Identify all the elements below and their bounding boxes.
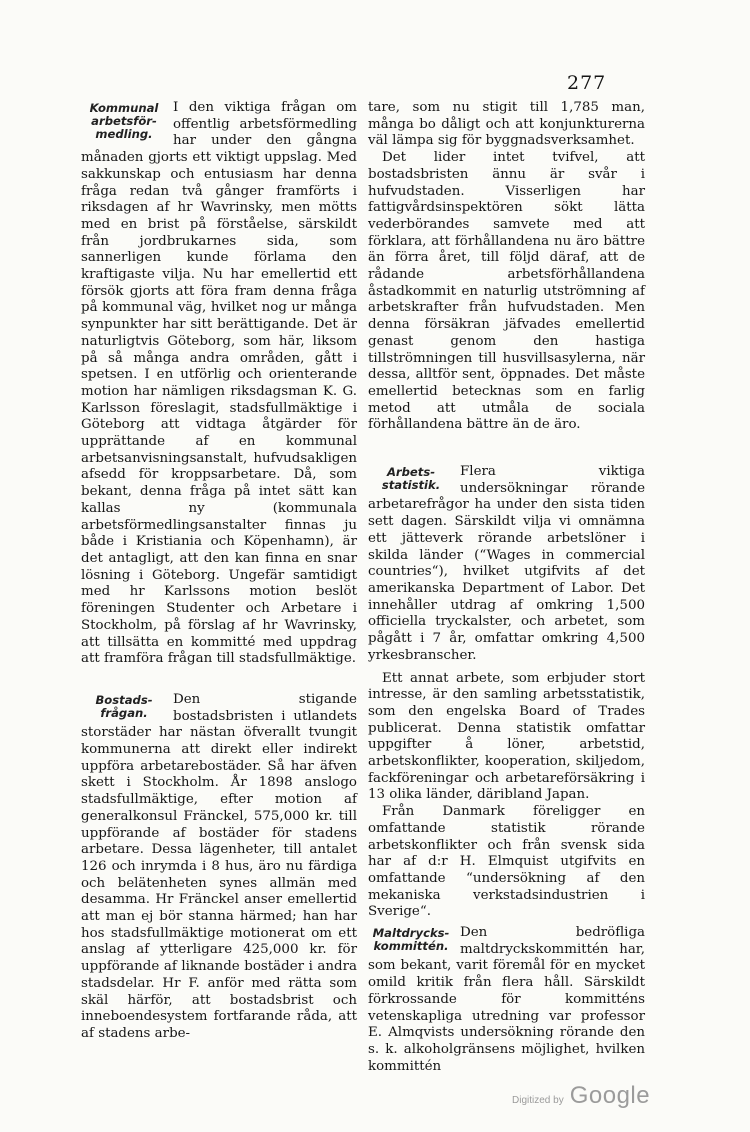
margin-note-arbets: Arbets-statistik. xyxy=(381,465,441,493)
paragraph-danmark: Från Danmark föreligger en omfattande statistik rörande arbetskonflikter och från svensk sida har af d:r H. Elmquist utgifvits en omfattande “undersökning af den mekaniska verkstadsindustrien i Sverige“. xyxy=(368,804,645,920)
paragraph-arbets: Flera viktiga undersökningar rörande arbetarefrågor ha under den sista tiden sett dagen. Särskildt vilja vi omnämna ett jätteverk rörande arbetslöner i skilda länder (“Wages in commercial countries“), hvilket utgifvits af det amerikanska Department of Labor. Det innehåller utdrag af omkring 1,500 officiella tryckalster, och arbetet, som pågått i 7 år, omfattar omkring 4,500 yrkesbranscher. xyxy=(368,464,645,663)
paragraph-continuation: tare, som nu stigit till 1,785 man, många bo dåligt och att konjunkturerna väl lämpa sig för byggnadsverksamhet. xyxy=(368,100,645,149)
section-kommunal xyxy=(81,100,357,668)
left-column xyxy=(81,100,357,1049)
watermark-prefix: Digitized by xyxy=(512,1095,564,1106)
section-bostad xyxy=(81,692,357,1043)
paragraph-board-of-trades: Ett annat arbete, som erbjuder stort intresse, är den samling arbetsstatistik, som den engelska Board of Trades publicerat. Denna statistik omfattar uppgifter å löner, arbetstid, arbetskonflikter, kooperation, skiljedom, fackföreningar och arbetareförsäkring i 13 olika länder, däribland Japan. xyxy=(368,670,645,803)
section-gap xyxy=(368,434,645,464)
paragraph-kommunal: I den viktiga frågan om offentlig arbetsförmedling har under den gångna månaden gjorts ett viktigt uppslag. Med sakkunskap och entusiasm har denna fråga redan två gånger framförts i riksdagen af hr Wavrinsky, men mötts med en brist på förståelse, särskildt från jordbrukarnes sida, som sannerligen kunde förlama den kraftigaste vilja. Nu har emellertid ett försök gjorts att föra fram denna fråga på kommunal väg, hvilket nog ur många synpunkter har sitt berättigande. Det är naturligtvis Göteborg, som här, liksom på så många andra områden, gått i spetsen. I en utförlig och orienterande motion har nämligen riksdagsman K. G. Karlsson föreslagit, stadsfullmäktige i Göteborg att vidtaga åtgärder för upprättande af en kommunal arbetsanvisningsanstalt, hufvudsakligen afsedd för kroppsarbetare. Då, som bekant, denna fråga på intet sätt kan kallas ny (kommunala arbetsförmedlingsanstalter finnas ju både i Kristiania och Köpenhamn), är det antagligt, att den kan finna en snar lösning i Göteborg. Ungefär samtidigt med hr Karlssons motion beslöt föreningen Studenter och Arbetare i Stockholm, på förslag af hr Wavrinsky, att tillsätta en kommitté med uppdrag att framföra frågan till stadsfullmäktige. xyxy=(81,100,357,667)
paragraph-malt: Den bedröfliga maltdryckskommittén har, som bekant, varit föremål för en mycket omild kritik från flera håll. Särskildt förkrossande för kommitténs vetenskapliga utredning var professor E. Almqvists undersökning rörande den s. k. alkoholgränsens möjlighet, hvilken kommittén xyxy=(368,925,645,1074)
page-number: 277 xyxy=(567,72,607,94)
section-gap xyxy=(81,674,357,692)
margin-note-kommunal: Kommunal arbetsför-medling. xyxy=(89,101,159,141)
paragraph-bostadsbrist: Det lider intet tvifvel, att bostadsbristen ännu är svår i hufvudstaden. Visserligen har fattigvårdsinspektören sökt lätta vederbörandes samvete med att förklara, att förhållandena nu äro bättre än förra året, till följd däraf, att de rådande arbetsförhållandena åstadkommit en naturlig utströmning af arbetskrafter från hufvudstaden. Men denna försäkran jäfvades emellertid genast genom den hastiga tillströmningen till husvillsasylerna, när dessa, alltför sent, öppnades. Det måste emellertid betecknas som en farlig metod att utmåla de sociala förhållandena bättre än de äro. xyxy=(368,150,645,433)
margin-note-bostad: Bostads-frågan. xyxy=(95,692,153,720)
section-arbets xyxy=(368,464,645,664)
margin-note-malt: Maltdrycks-kommittén. xyxy=(372,926,450,954)
digitized-watermark xyxy=(512,1082,650,1110)
google-logo: Google xyxy=(569,1082,651,1109)
section-malt xyxy=(368,925,645,1075)
right-column xyxy=(368,100,645,1081)
paragraph-bostad: Den stigande bostadsbristen i utlandets storstäder har nästan öfverallt tvungit kommunerna att direkt eller indirekt uppföra arbetarebostäder. Så har äfven skett i Stockholm. År 1898 anslogo stadsfullmäktige, efter motion af generalkonsul Fränckel, 575,000 kr. till uppförande af bostäder för stadens arbetare. Dessa lägenheter, till antalet 126 och inrymda i 8 hus, äro nu färdiga och belätenheten synes allmän med desamma. Hr Fränckel anser emellertid att man ej bör stanna härmed; han har hos stadsfullmäktige motionerat om ett anslag af ytterligare 425,000 kr. för uppförande af liknande bostäder i andra stadsdelar. Hr F. anför med rätta som skäl härför, att bostadsbrist och inneboendesystem fortfarande råda, att af stadens arbe- xyxy=(81,691,357,1041)
